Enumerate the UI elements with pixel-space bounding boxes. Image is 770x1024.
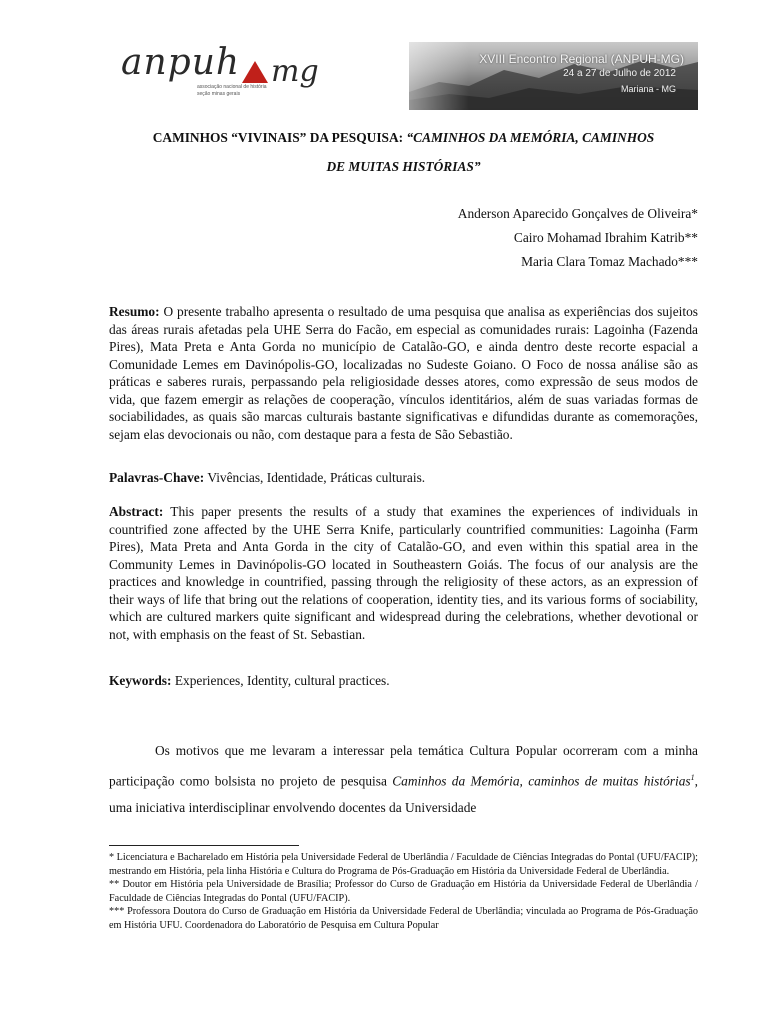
footnote: *** Professora Doutora do Curso de Graduação em História da Universidade Federal de Uberlândia; vinculada ao Programa de Pós-Graduação em História UFU. Coordenadora do Laboratório de Pesquisa em Cultura Popular [109,906,698,931]
palavras-chave-paragraph [109,469,698,487]
keywords-paragraph [109,672,698,690]
event-title: XVIII Encontro Regional (ANPUH-MG) [479,52,684,66]
resumo-text: O presente trabalho apresenta o resultado de uma pesquisa que analisa as experiências dos sujeitos das áreas rurais afetadas pela UHE Serra do Facão, em especial as comunidades rurais: Lagoinha (Fazenda Pires), Mata Preta e Anta Gorda no município de Catalão-GO, e ainda dentro deste recorte espacial a Comunidade Lemes em Davinópolis-GO, localizadas no Sudeste Goiano. O Foco de nossa análise são as práticas e saberes rurais, perpassando pela religiosidade desses atores, como expressão de seus modos de vida, que fazem emergir as relações de cooperação, vínculos identitários, além de suas variadas formas de sociabilidades, as quais são marcas culturais bastante significativas e difundidas durante as comemorações, sejam elas devocionais ou não, com destaque para a festa de São Sebastião. [109,304,698,442]
abstract-label: Abstract: [109,504,164,519]
footnote-divider [109,845,299,846]
intro-italic: Caminhos da Memória, caminhos de muitas histórias [392,773,691,789]
logo-mg: mg [271,54,319,89]
event-place: Mariana - MG [620,84,676,94]
logo-anpuh: anpuh [121,42,241,83]
title-plain: CAMINHOS “VIVINAIS” DA PESQUISA: [152,130,407,145]
paper-title [109,123,698,181]
palavras-text: Vivências, Identidade, Práticas culturais. [204,470,426,485]
title-italic-2: DE MUITAS HISTÓRIAS” [326,159,481,174]
logo-subtitle-2: seção minas gerais [197,91,241,97]
intro-paragraph [109,737,698,821]
banner-fade [349,42,469,110]
author: Maria Clara Tomaz Machado*** [521,254,698,269]
intro-text-2: , uma iniciativa interdisciplinar envolvendo docentes da Universidade [109,773,698,816]
title-italic-1: “CAMINHOS DA MEMÓRIA, CAMINHOS [406,130,655,145]
logo-triangle-icon [242,61,268,83]
footnote-ref: 1 [690,773,695,782]
author: Anderson Aparecido Gonçalves de Oliveira* [457,206,698,221]
intro-text-1: Os motivos que me levaram a interessar pela temática Cultura Popular ocorreram com a minha participação como bolsista no projeto de pesquisa [109,743,698,789]
footnotes [109,851,698,932]
header-banner [109,42,698,110]
resumo-paragraph [109,303,698,443]
logo-subtitle-1: associação nacional de história [197,84,267,90]
keywords-label: Keywords: [109,673,172,688]
footnote: * Licenciatura e Bacharelado em História pela Universidade Federal de Uberlândia / Faculdade de Ciências Integradas do Pontal (UFU/FACIP); mestrando em História, pela linha História e Cultura do Programa de Pós-Graduação em História da Universidade Federal de Uberlândia. [109,852,698,877]
author: Cairo Mohamad Ibrahim Katrib** [513,230,698,245]
resumo-label: Resumo: [109,304,160,319]
keywords-text: Experiences, Identity, cultural practices. [171,673,390,688]
author-list [458,202,698,274]
palavras-label: Palavras-Chave: [109,470,205,485]
abstract-paragraph [109,503,698,643]
footnote: ** Doutor em História pela Universidade de Brasília; Professor do Curso de Graduação em História da Universidade Federal de Uberlândia / Faculdade de Ciências Integradas do Pontal (UFU/FACIP). [109,879,698,904]
abstract-text: This paper presents the results of a study that examines the experiences of individuals in countrified zone affected by the UHE Serra Knife, particularly countrified communities: Lagoinha (Farm Pires), Mata Preta and Anta Gorda in the city of Catalão-GO, and even within this spatial area in the Community Lemes in Davinópolis-GO located in Southeastern Goiás. The focus of our analysis are the practices and knowledge in countrified, passing through the religiosity of these actors, as an expression of their ways of life that bring out the relations of cooperation, identity ties, and its various forms of sociability, which are cultured markers quite significant and widespread during the celebrations, whether devotional or not, with emphasis on the feast of St. Sebastian. [109,504,698,642]
event-date: 24 a 27 de Julho de 2012 [563,68,676,79]
